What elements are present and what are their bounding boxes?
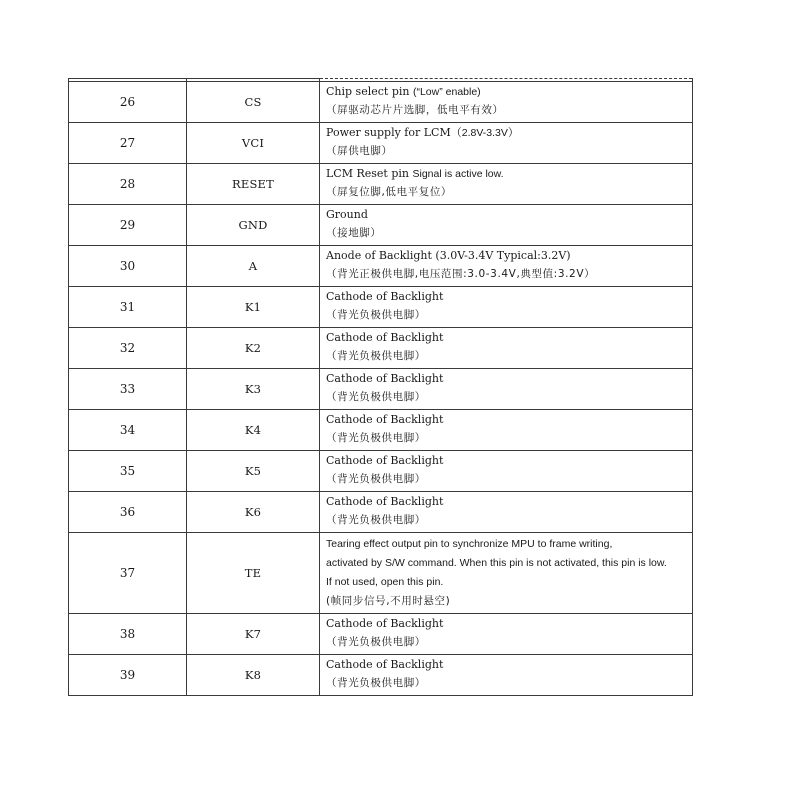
pin-description-cell: [320, 410, 693, 451]
description-chinese-text: （背光负极供电脚）: [326, 308, 426, 321]
pin-number-cell: 31: [69, 287, 187, 328]
pin-symbol-cell: K3: [187, 369, 320, 410]
table-row: [69, 123, 693, 164]
description-line: [326, 265, 692, 283]
description-line: [326, 411, 692, 429]
description-line: [326, 101, 692, 119]
description-line: [326, 183, 692, 201]
description-line: [326, 674, 692, 692]
table-row: [69, 492, 693, 533]
pin-number-cell: 34: [69, 410, 187, 451]
pin-symbol-cell: TE: [187, 533, 320, 614]
description-line: [326, 573, 692, 592]
pin-definition-table: [68, 78, 693, 696]
pin-description-cell: [320, 369, 693, 410]
description-chinese-text: （背光负极供电脚）: [326, 635, 426, 648]
description-line: [326, 452, 692, 470]
description-line: [326, 535, 692, 554]
pin-number-cell: 38: [69, 614, 187, 655]
table-row: [69, 164, 693, 205]
description-text: Cathode of Backlight: [326, 331, 444, 344]
description-text: Cathode of Backlight: [326, 290, 444, 303]
description-text: Ground: [326, 208, 368, 221]
description-chinese-text: （背光负极供电脚）: [326, 513, 426, 526]
pin-description-cell: [320, 533, 693, 614]
pin-table-body: [69, 79, 693, 696]
pin-number-cell: 36: [69, 492, 187, 533]
pin-description-cell: [320, 82, 693, 123]
table-row: [69, 655, 693, 696]
description-line: [326, 554, 692, 573]
pin-number-cell: 27: [69, 123, 187, 164]
pin-number-cell: 35: [69, 451, 187, 492]
description-text: Cathode of Backlight: [326, 413, 444, 426]
pin-number-cell: 28: [69, 164, 187, 205]
description-chinese-text: （背光负极供电脚）: [326, 472, 426, 485]
description-line: [326, 142, 692, 160]
description-line: [326, 388, 692, 406]
description-text: Cathode of Backlight: [326, 372, 444, 385]
table-row: [69, 246, 693, 287]
description-line: [326, 329, 692, 347]
description-chinese-text: （接地脚）: [326, 226, 382, 239]
description-line: [326, 288, 692, 306]
pin-description-cell: [320, 492, 693, 533]
description-line: [326, 429, 692, 447]
description-line: [326, 165, 692, 183]
description-chinese-text: （背光正极供电脚,电压范围:3.0-3.4V,典型值:3.2V）: [326, 267, 596, 280]
table-row: [69, 369, 693, 410]
pin-symbol-cell: K6: [187, 492, 320, 533]
description-text: Signal is active low.: [412, 168, 504, 180]
pin-number-cell: 29: [69, 205, 187, 246]
description-line: [326, 615, 692, 633]
description-line: [326, 656, 692, 674]
description-line: [326, 347, 692, 365]
table-row: [69, 328, 693, 369]
pin-description-cell: [320, 164, 693, 205]
table-row: [69, 451, 693, 492]
pin-symbol-cell: VCI: [187, 123, 320, 164]
table-row: [69, 614, 693, 655]
pin-description-cell: [320, 614, 693, 655]
pin-symbol-cell: CS: [187, 82, 320, 123]
description-text: (“Low” enable): [412, 86, 481, 98]
description-chinese-text: （背光负极供电脚）: [326, 431, 426, 444]
pin-description-cell: [320, 451, 693, 492]
pin-description-cell: [320, 328, 693, 369]
description-chinese-text: （背光负极供电脚）: [326, 349, 426, 362]
table-row: [69, 533, 693, 614]
pin-number-cell: 37: [69, 533, 187, 614]
description-text: Power supply for LCM（: [326, 126, 462, 139]
description-chinese-text: （背光负极供电脚）: [326, 390, 426, 403]
description-text: Chip select pin: [326, 85, 413, 98]
description-chinese-text: (帧同步信号,不用时悬空): [326, 594, 451, 607]
pin-symbol-cell: K1: [187, 287, 320, 328]
description-text: Cathode of Backlight: [326, 658, 444, 671]
pin-description-cell: [320, 246, 693, 287]
description-text: ）: [507, 126, 519, 139]
pin-description-cell: [320, 287, 693, 328]
description-line: [326, 493, 692, 511]
pin-symbol-cell: GND: [187, 205, 320, 246]
description-line: [326, 306, 692, 324]
pin-description-cell: [320, 123, 693, 164]
description-chinese-text: （背光负极供电脚）: [326, 676, 426, 689]
pin-symbol-cell: K8: [187, 655, 320, 696]
pin-number-cell: 33: [69, 369, 187, 410]
description-text: 2.8V-3.3V: [461, 127, 508, 139]
pin-symbol-cell: K5: [187, 451, 320, 492]
table-row: [69, 410, 693, 451]
pin-number-cell: 32: [69, 328, 187, 369]
table-row: [69, 287, 693, 328]
description-text: If not used, open this pin.: [326, 575, 444, 588]
table-row: [69, 205, 693, 246]
description-line: [326, 224, 692, 242]
description-line: [326, 470, 692, 488]
pin-number-cell: 39: [69, 655, 187, 696]
pin-description-cell: [320, 655, 693, 696]
pin-symbol-cell: RESET: [187, 164, 320, 205]
description-line: [326, 83, 692, 101]
description-text: Cathode of Backlight: [326, 454, 444, 467]
description-text: LCM Reset pin: [326, 167, 413, 180]
description-line: [326, 633, 692, 651]
description-line: [326, 247, 692, 265]
description-line: [326, 124, 692, 142]
pin-symbol-cell: K2: [187, 328, 320, 369]
description-text: Cathode of Backlight: [326, 495, 444, 508]
pin-description-cell: [320, 205, 693, 246]
description-text: Anode of Backlight (3.0V-3.4V Typical:3.2V): [326, 249, 571, 262]
description-line: [326, 206, 692, 224]
pin-symbol-cell: K7: [187, 614, 320, 655]
pin-symbol-cell: A: [187, 246, 320, 287]
description-text: Tearing effect output pin to synchronize MPU to frame writing,: [326, 538, 613, 550]
pin-symbol-cell: K4: [187, 410, 320, 451]
pin-number-cell: 30: [69, 246, 187, 287]
description-chinese-text: （屏供电脚）: [326, 145, 393, 157]
description-chinese-text: （屏复位脚,低电平复位）: [326, 186, 453, 198]
table-row: [69, 82, 693, 123]
description-text: Cathode of Backlight: [326, 617, 444, 630]
description-line: [326, 511, 692, 529]
description-text: activated by S/W command. When this pin is not activated, this pin is low.: [326, 556, 667, 569]
description-chinese-text: （屏驱动芯片片选脚，低电平有效）: [326, 104, 504, 116]
description-line: [326, 370, 692, 388]
description-line: [326, 592, 692, 611]
pin-number-cell: 26: [69, 82, 187, 123]
